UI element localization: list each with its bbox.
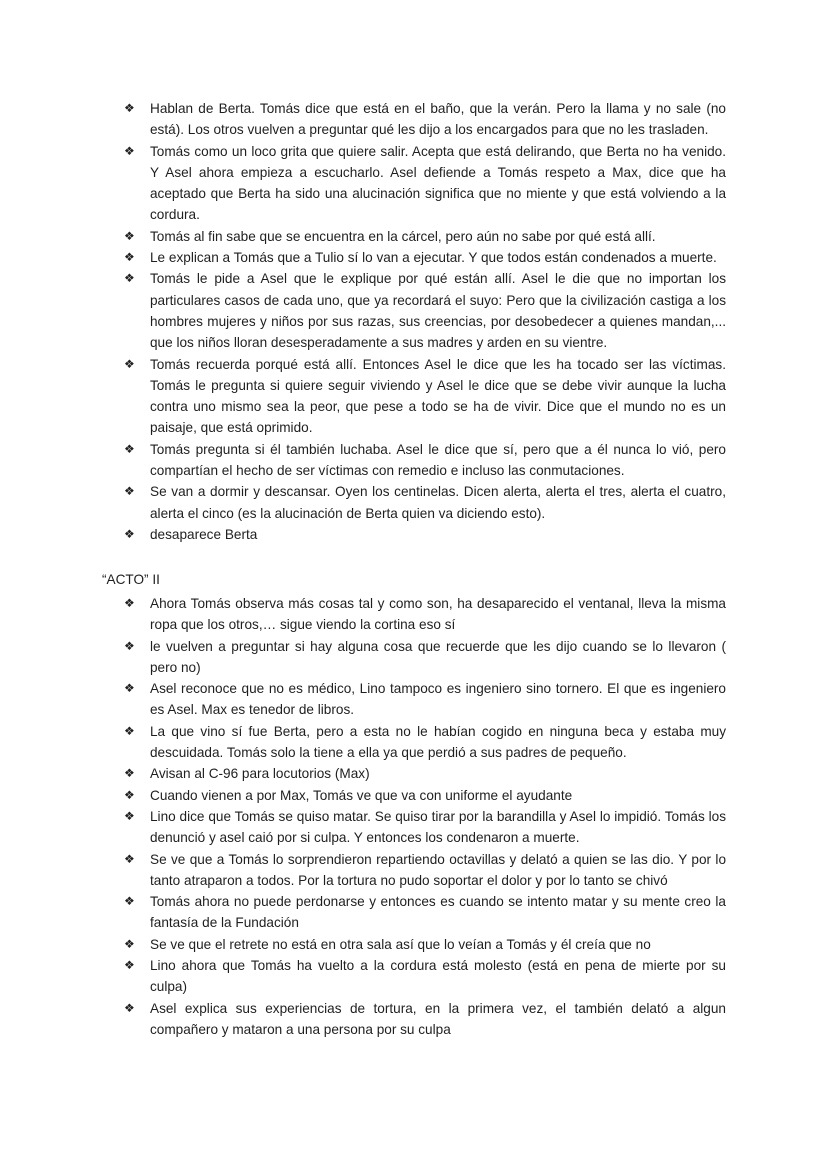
list-item bbox=[0, 247, 828, 268]
list-item-text: Tomás como un loco grita que quiere salir. Acepta que está delirando, que Berta no ha venido. Y Asel ahora empieza a escucharlo. Asel defiende a Tomás respeto a Max, dice que ha aceptado que Berta ha sido una alucinación significa que no miente y que está volviendo a la cordura. bbox=[150, 143, 726, 223]
list-item-text: le vuelven a preguntar si hay alguna cosa que recuerde que les dijo cuando se lo llevaron ( pero no) bbox=[150, 638, 726, 675]
list-item-text: Cuando vienen a por Max, Tomás ve que va con uniforme el ayudante bbox=[150, 787, 573, 803]
bullet-icon: ❖ bbox=[124, 681, 135, 696]
bullet-icon: ❖ bbox=[124, 851, 135, 866]
list-item-text: Asel reconoce que no es médico, Lino tampoco es ingeniero sino tornero. El que es ingeniero es Asel. Max es tenedor de libros. bbox=[150, 681, 726, 718]
bullet-icon: ❖ bbox=[124, 484, 135, 499]
list-item bbox=[0, 636, 828, 679]
bullet-icon: ❖ bbox=[124, 766, 135, 781]
bullet-icon: ❖ bbox=[124, 808, 135, 823]
list-item-text: desaparece Berta bbox=[150, 526, 258, 542]
list-item-text: Tomás ahora no puede perdonarse y entonces es cuando se intento matar y su mente creo la fantasía de la Fundación bbox=[150, 894, 726, 931]
list-item bbox=[0, 849, 828, 892]
bullet-icon: ❖ bbox=[124, 441, 135, 456]
bullet-icon: ❖ bbox=[124, 787, 135, 802]
list-item-text: Hablan de Berta. Tomás dice que está en el baño, que la verán. Pero la llama y no sale (no está). Los otros vuelven a preguntar qué les dijo a los encargados para que no les trasladen. bbox=[150, 101, 726, 138]
bullet-icon: ❖ bbox=[124, 101, 135, 115]
list-item bbox=[0, 934, 828, 955]
bullet-icon: ❖ bbox=[124, 228, 135, 243]
list-item-text: Ahora Tomás observa más cosas tal y como son, ha desaparecido el ventanal, lleva la misma ropa que los otros,… sigue viendo la cortina eso sí bbox=[150, 596, 726, 633]
bullet-icon: ❖ bbox=[124, 638, 135, 653]
list-item bbox=[0, 524, 828, 545]
bullet-icon: ❖ bbox=[124, 894, 135, 909]
list-item-text: Asel explica sus experiencias de tortura, en la primera vez, el también delató a algun compañero y mataron a una persona por su culpa bbox=[150, 1000, 726, 1037]
list-item-text: Se ve que a Tomás lo sorprendieron repartiendo octavillas y delató a quien se las dio. Y por lo tanto atraparon a todos. Por la tortura no pudo soportar el dolor y por lo tanto se chivó bbox=[150, 851, 726, 888]
list-item bbox=[0, 354, 828, 439]
list-item bbox=[0, 98, 828, 141]
list-item bbox=[0, 439, 828, 482]
list-item-text: Lino ahora que Tomás ha vuelto a la cordura está molesto (está en pena de mierte por su culpa) bbox=[150, 958, 726, 995]
list-item bbox=[0, 593, 828, 636]
list-item-text: Le explican a Tomás que a Tulio sí lo van a ejecutar. Y que todos están condenados a muerte. bbox=[150, 250, 717, 266]
summary-list-act-2 bbox=[0, 593, 828, 1040]
list-item bbox=[0, 141, 828, 226]
list-item bbox=[0, 226, 828, 247]
bullet-icon: ❖ bbox=[124, 596, 135, 610]
bullet-icon: ❖ bbox=[124, 723, 135, 738]
bullet-icon: ❖ bbox=[124, 526, 135, 541]
bullet-icon: ❖ bbox=[124, 958, 135, 973]
list-item bbox=[0, 998, 828, 1041]
section-heading: “ACTO” II bbox=[102, 572, 160, 587]
list-item bbox=[0, 678, 828, 721]
bullet-icon: ❖ bbox=[124, 271, 135, 286]
list-item bbox=[0, 763, 828, 784]
list-item-text: Se van a dormir y descansar. Oyen los centinelas. Dicen alerta, alerta el tres, alerta el cuatro, alerta el cinco (es la alucinación de Berta quien va diciendo esto). bbox=[150, 484, 726, 521]
summary-list-act-1 bbox=[0, 98, 828, 545]
list-item-text: Tomás al fin sabe que se encuentra en la cárcel, pero aún no sabe por qué está allí. bbox=[150, 228, 656, 244]
list-item bbox=[0, 268, 828, 353]
list-item bbox=[0, 955, 828, 998]
bullet-icon: ❖ bbox=[124, 356, 135, 371]
list-item-text: Lino dice que Tomás se quiso matar. Se quiso tirar por la barandilla y Asel lo impidió. Tomás los denunció y asel caió por si culpa. Y entonces los condenaron a muerte. bbox=[150, 808, 726, 846]
list-item-text: Tomás le pide a Asel que le explique por qué están allí. Asel le die que no importan los particulares casos de cada uno, que ya recordará el suyo: Pero que la civilización castiga a los hombres mujeres y niños por sus razas, sus creencias, por desobedecer a quienes mandan,... que los niños lloran desesperadamente a sus madres y arden en su vientre. bbox=[150, 271, 726, 351]
list-item-text: Tomás recuerda porqué está allí. Entonces Asel le dice que les ha tocado ser las víctimas. Tomás le pregunta si quiere seguir viviendo y Asel le dice que se debe vivir aunque la lucha contra uno mismo sea la peor, que pese a todo se ha de vivir. Dice que el mundo no es un paisaje, que está oprimido. bbox=[150, 356, 726, 436]
list-item-text: La que vino sí fue Berta, pero a esta no le habían cogido en ninguna beca y estaba muy descuidada. Tomás solo la tiene a ella ya que perdió a sus padres de pequeño. bbox=[150, 723, 726, 761]
bullet-icon: ❖ bbox=[124, 250, 135, 265]
list-item bbox=[0, 785, 828, 806]
list-item-text: Se ve que el retrete no está en otra sala así que lo veían a Tomás y él creía que no bbox=[150, 936, 651, 952]
bullet-icon: ❖ bbox=[124, 143, 135, 158]
list-item bbox=[0, 891, 828, 934]
list-item bbox=[0, 806, 828, 849]
bullet-icon: ❖ bbox=[124, 1000, 135, 1015]
list-item-text: Avisan al C-96 para locutorios (Max) bbox=[150, 766, 370, 782]
list-item-text: Tomás pregunta si él también luchaba. Asel le dice que sí, pero que a él nunca lo vió, pero compartían el hecho de ser víctimas con remedio e incluso las conmutaciones. bbox=[150, 441, 726, 479]
list-item bbox=[0, 721, 828, 764]
list-item bbox=[0, 481, 828, 524]
bullet-icon: ❖ bbox=[124, 936, 135, 951]
